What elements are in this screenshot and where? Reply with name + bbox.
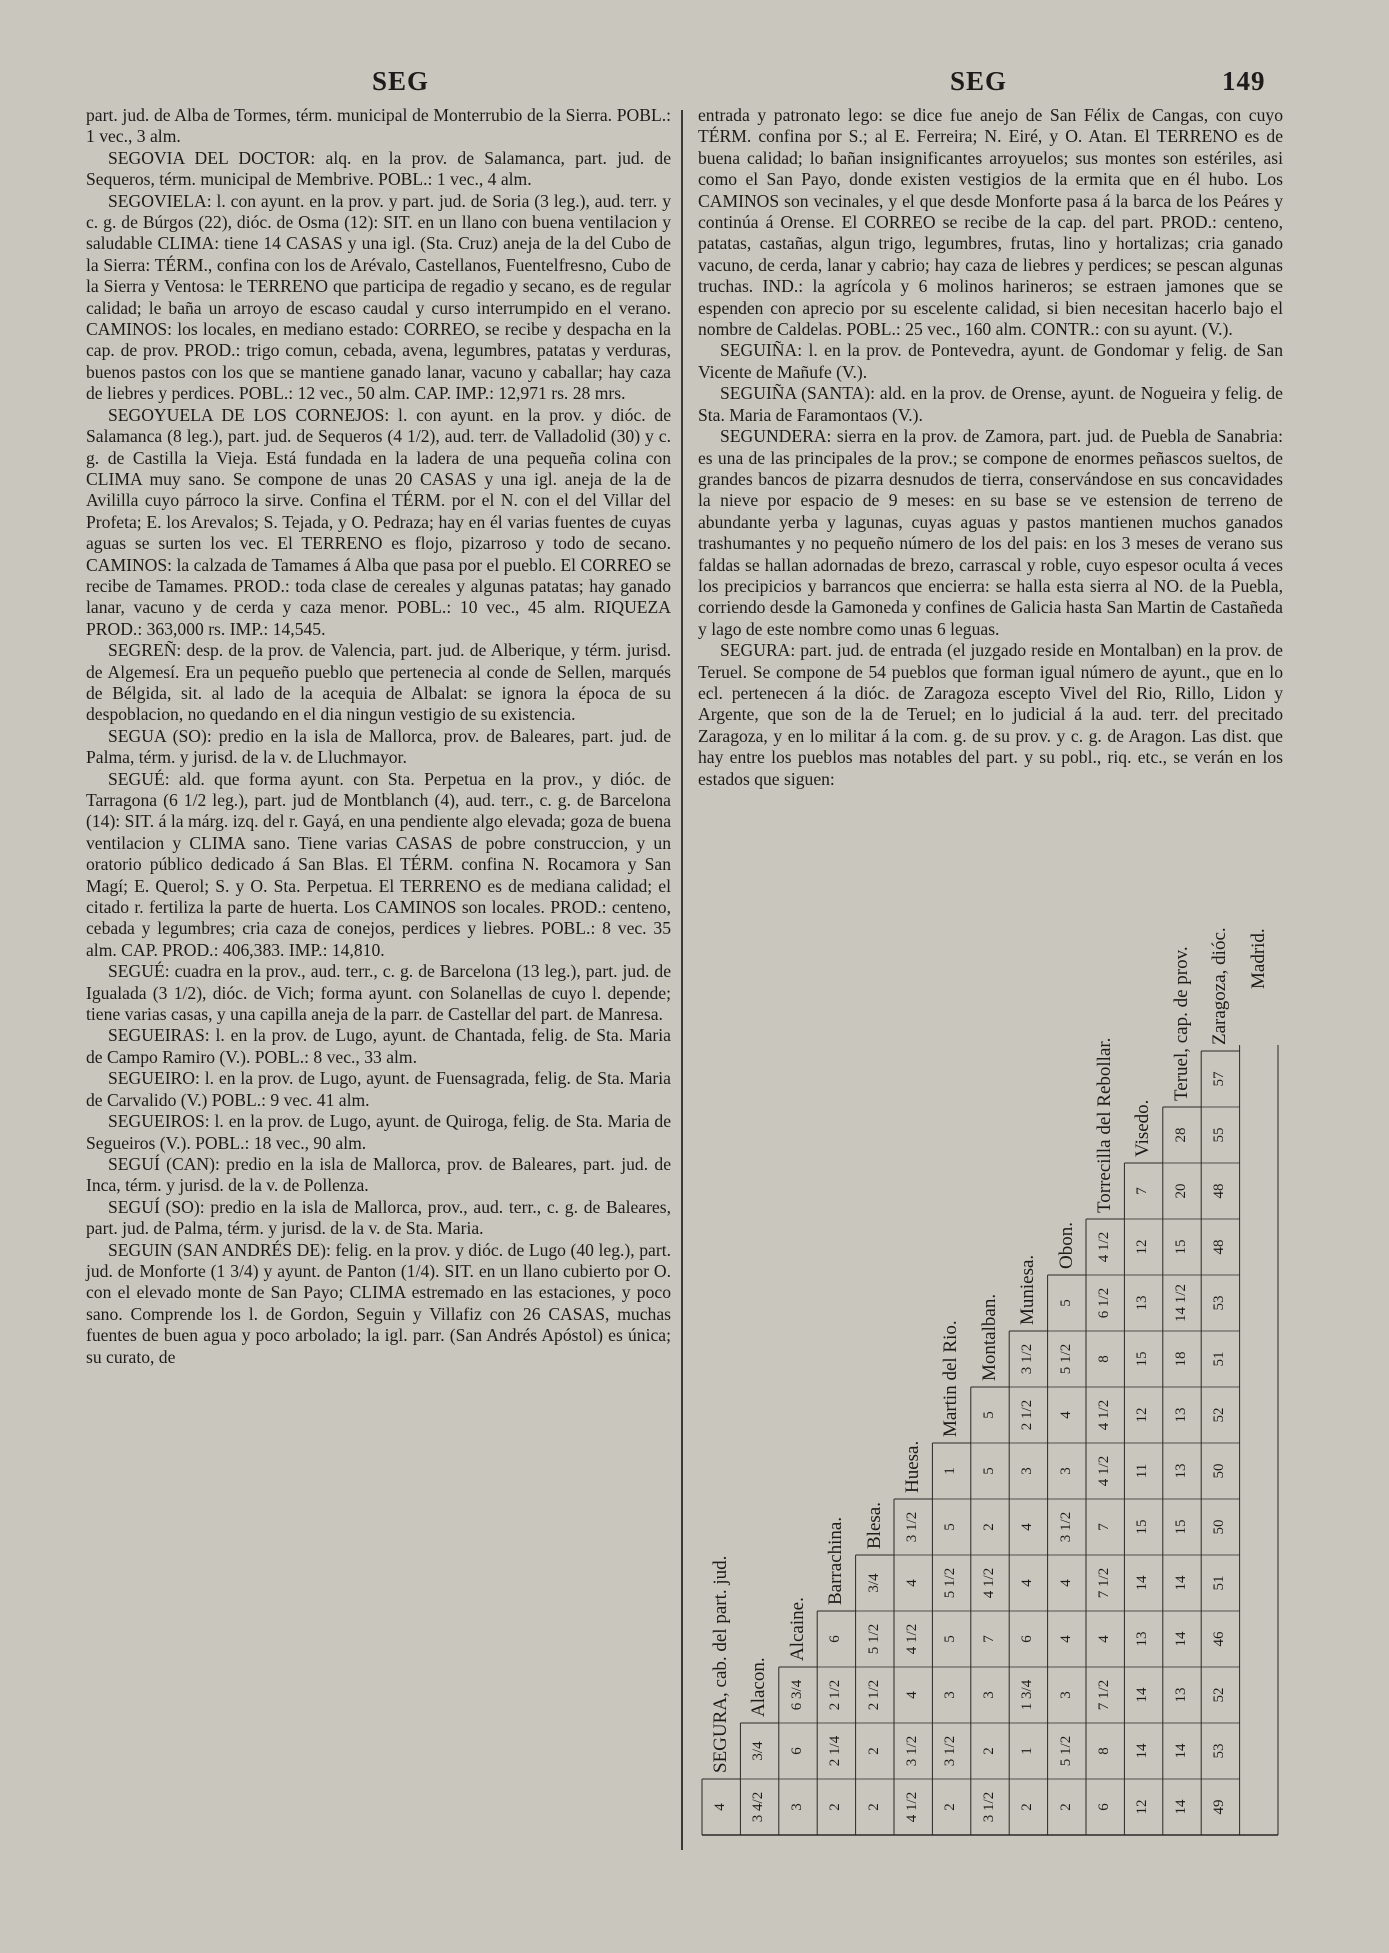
running-head-left: SEG	[372, 66, 430, 96]
table-cell: 3 1/2	[1057, 1511, 1074, 1543]
table-cell: 6	[827, 1635, 844, 1643]
table-cell: 15	[1134, 1519, 1151, 1535]
table-cell: 53	[1211, 1295, 1228, 1311]
table-cell: 2 1/2	[827, 1679, 844, 1711]
distance-table	[698, 927, 1283, 1845]
table-cell: 6	[1019, 1635, 1036, 1643]
table-cell: 3	[1019, 1467, 1036, 1475]
table-cell: 7	[1134, 1187, 1151, 1195]
table-cell: 7 1/2	[1096, 1679, 1112, 1711]
table-column-header: Huesa.	[902, 1440, 923, 1493]
table-cell: 4	[1057, 1411, 1074, 1419]
table-cell: 3 4/2	[750, 1791, 767, 1823]
page-number: 149	[1222, 66, 1266, 96]
table-column-header: Martin del Rio.	[940, 1320, 962, 1437]
table-cell: 8	[1096, 1747, 1112, 1755]
dictionary-entry: SEGOVIELA: l. con ayunt. en la prov. y part. jud. de Soria (3 leg.), aud. terr. y c. g. de Búrgos (22), dióc. de Osma (12): SIT. en un llano con buena ventilacion y saludable CLIMA: tiene 14 CASAS y una igl. (Sta. Cruz) aneja de la del Cubo de la Sierra: TÉRM., confina con los de Arévalo, Castellanos, Fuentelfresno, Cubo de la Sierra y Ventosa: le TERRENO que participa de regadio y secano, es de regular calidad; le baña un arroyo de escaso caudal y curso interrumpido en el verano. CAMINOS: los locales, en mediano estado: CORREO, se recibe y despacha en la cap. de prov. PROD.: trigo comun, cebada, avena, legumbres, patatas y verduras, buenos pastos con los que se mantiene ganado lanar, vacuno y caballar; hay caza de liebres y perdices. POBL.: 12 vec., 50 alm. CAP. IMP.: 12,971 rs. 28 mrs.	[86, 190, 671, 404]
table-cell: 15	[1172, 1239, 1189, 1255]
table-cell: 2	[980, 1747, 997, 1755]
dictionary-entry: SEGUA (SO): predio en la isla de Mallorca, prov. de Baleares, part. jud. de Palma, térm. y jurisd. de la v. de Lluchmayor.	[86, 725, 671, 768]
table-cell: 15	[1172, 1519, 1189, 1535]
table-cell: 50	[1211, 1519, 1228, 1535]
table-cell: 48	[1211, 1239, 1228, 1255]
table-cell: 5 1/2	[865, 1623, 882, 1655]
table-cell: 3	[1057, 1691, 1074, 1699]
table-cell: 2	[1019, 1803, 1036, 1811]
table-cell: 53	[1211, 1743, 1228, 1759]
table-column-header: Teruel, cap. de prov.	[1170, 946, 1192, 1101]
table-cell: 7	[1096, 1523, 1112, 1531]
dictionary-entry: SEGUEIRAS: l. en la prov. de Lugo, ayunt. de Chantada, felig. de Sta. Maria de Campo Ramiro (V.). POBL.: 8 vec., 33 alm.	[86, 1025, 671, 1067]
table-cell: 12	[1134, 1239, 1151, 1255]
table-cell: 7	[980, 1635, 997, 1643]
dictionary-entry: SEGUÉ: ald. que forma ayunt. con Sta. Perpetua en la prov., y dióc. de Tarragona (6 1/2 leg.), part. jud de Montblanch (4), aud. terr., c. g. de Barcelona (14): SIT. á la márg. izq. del r. Gayá, en una pendiente algo elevada; goza de buena ventilacion y CLIMA sano. Tiene varias CASAS de pobre construccion, y un oratorio público dedicado á San Blas. El TÉRM. confina N. Rocamora y San Magí; E. Querol; S. y O. Sta. Perpetua. El TERRENO es de mediana calidad; el citado r. fertiliza la parte de huerta. Los CAMINOS son locales. PROD.: centeno, cebada y legumbres; cria caza de conejos, perdices y liebres. POBL.: 8 vec. 35 alm. CAP. PROD.: 406,383. IMP.: 14,810.	[86, 768, 671, 960]
table-cell: 13	[1172, 1687, 1189, 1703]
dictionary-entry: SEGOYUELA DE LOS CORNEJOS: l. con ayunt. en la prov. y dióc. de Salamanca (8 leg.), part. jud. de Sequeros (4 1/2), aud. terr. de Valladolid (30) y c. g. de Castilla la Vieja. Está fundada en la ladera de una pequeña colina con CLIMA muy sano. Se compone de unas 20 CASAS y una igl. aneja de la de Avililla cuyo párroco la sirve. Confina el TÉRM. por el N. con el del Villar del Profeta; E. los Arevalos; S. Tejada, y O. Pedraza; hay en él varias fuentes de cuyas aguas se surten los vec. El TERRENO es flojo, pizarroso y todo de secano. CAMINOS: la calzada de Tamames á Alba que pasa por el pueblo. El CORREO se recibe de Tamames. PROD.: toda clase de cereales y algunas patatas; hay ganado lanar, vacuno y de cerda y caza menor. POBL.: 10 vec., 45 alm. RIQUEZA PROD.: 363,000 rs. IMP.: 14,545.	[86, 404, 671, 639]
table-column-header: Madrid.	[1247, 928, 1269, 989]
table-cell: 14	[1172, 1799, 1189, 1815]
table-cell: 4	[1019, 1579, 1036, 1587]
table-cell: 3/4	[750, 1741, 767, 1761]
table-column-header: Muniesa.	[1017, 1254, 1039, 1325]
table-cell: 8	[1096, 1355, 1112, 1363]
table-cell: 51	[1211, 1575, 1228, 1591]
table-cell: 46	[1211, 1631, 1228, 1647]
table-cell: 3 1/2	[942, 1735, 959, 1767]
table-cell: 57	[1211, 1071, 1228, 1087]
table-cell: 4 1/2	[904, 1791, 920, 1823]
table-column-header: Blesa.	[863, 1502, 885, 1549]
running-head-right: SEG	[950, 66, 1008, 96]
table-cell: 5	[980, 1467, 997, 1475]
table-cell: 3	[942, 1691, 959, 1699]
table-cell: 50	[1211, 1463, 1228, 1479]
table-cell: 12	[1134, 1407, 1151, 1423]
table-cell: 4	[904, 1691, 920, 1699]
dictionary-entry: SEGUIÑA: l. en la prov. de Pontevedra, ayunt. de Gondomar y felig. de San Vicente de Mañufe (V.).	[698, 340, 1283, 382]
table-cell: 49	[1211, 1799, 1228, 1815]
table-cell: 12	[1134, 1799, 1151, 1815]
table-cell: 3 1/2	[1019, 1343, 1036, 1375]
table-cell: 4 1/2	[980, 1567, 997, 1599]
table-column-header: Visedo.	[1132, 1099, 1154, 1157]
table-cell: 1 3/4	[1019, 1679, 1036, 1711]
table-cell: 6	[788, 1747, 805, 1755]
table-cell: 4	[904, 1579, 920, 1587]
dictionary-entry: SEGUÍ (SO): predio en la isla de Mallorca, prov., aud. terr., c. g. de Baleares, part. jud. de Palma, térm. y jurisd. de la v. de Sta. Maria.	[86, 1196, 671, 1239]
table-cell: 18	[1172, 1351, 1189, 1367]
table-cell: 2	[865, 1803, 882, 1811]
table-cell: 11	[1134, 1463, 1151, 1479]
table-cell: 5 1/2	[1057, 1735, 1074, 1767]
table-cell: 5	[1057, 1299, 1074, 1307]
dictionary-entry: SEGOVIA DEL DOCTOR: alq. en la prov. de Salamanca, part. jud. de Sequeros, térm. municipal de Membrive. POBL.: 1 vec., 4 alm.	[86, 147, 671, 190]
table-cell: 52	[1211, 1687, 1228, 1703]
dictionary-entry: part. jud. de Alba de Tormes, térm. municipal de Monterrubio de la Sierra. POBL.: 1 vec., 3 alm.	[86, 105, 671, 147]
table-cell: 2	[827, 1803, 844, 1811]
table-cell: 6 3/4	[788, 1679, 805, 1711]
table-cell: 14	[1172, 1743, 1189, 1759]
dictionary-entry: SEGUIÑA (SANTA): ald. en la prov. de Orense, ayunt. de Nogueira y felig. de Sta. Maria de Faramontaos (V.).	[698, 383, 1283, 425]
table-cell: 6	[1096, 1803, 1112, 1811]
table-cell: 14	[1134, 1687, 1151, 1703]
table-cell: 4	[1019, 1523, 1036, 1531]
table-cell: 3 1/2	[980, 1791, 997, 1823]
dictionary-entry: entrada y patronato lego: se dice fue anejo de San Félix de Cangas, con cuyo TÉRM. confina por S.; al E. Ferreira; N. Eiré, y O. Atan. El TERRENO es de buena calidad; lo bañan insignificantes arroyuelos; sus montes son estériles, asi como el San Payo, donde existen vestigios de la ermita que en él hubo. Los CAMINOS son vecinales, y el que desde Monforte pasa á la barca de los Peáres y continúa á Orense. El CORREO se recibe de la cap. del part. PROD.: centeno, patatas, castañas, algun trigo, legumbres, frutas, lino y hortalizas; cria ganado vacuno, de cerda, lanar y cabrio; hay caza de liebres y perdices; se pescan algunas truchas. IND.: la agrícola y 6 molinos harineros; se estraen jamones que se espenden con aprecio por su escelente calidad, si bien necesitan hacerlo bajo el nombre de Caldelas. POBL.: 25 vec., 160 alm. CONTR.: con su ayunt. (V.).	[698, 105, 1283, 340]
table-cell: 14	[1134, 1575, 1151, 1591]
table-column-header: Barrachina.	[825, 1516, 847, 1605]
table-cell: 5 1/2	[1057, 1343, 1074, 1375]
table-cell: 48	[1211, 1183, 1228, 1199]
table-cell: 14 1/2	[1172, 1284, 1189, 1322]
table-cell: 13	[1134, 1295, 1151, 1311]
table-cell: 2	[980, 1523, 997, 1531]
table-cell: 2	[942, 1803, 959, 1811]
table-column-header: Torrecilla del Rebollar.	[1094, 1037, 1115, 1213]
table-cell: 5	[980, 1411, 997, 1419]
table-cell: 3	[1057, 1467, 1074, 1475]
dictionary-entry: SEGURA: part. jud. de entrada (el juzgado reside en Montalban) en la prov. de Teruel. Se compone de 54 pueblos que forman igual número de ayunt., que en lo ecl. pertenecen á la dióc. de Zaragoza escepto Vivel del Rio, Rillo, Lidon y Argente, que son de la de Teruel; en lo judicial á la aud. terr. del precitado Zaragoza, y en lo militar á la com. g. de su prov. y c. g. de Aragon. Las dist. que hay entre los pueblos mas notables del part. y su pobl., riq. etc., se verán en los estados que siguen:	[698, 640, 1283, 789]
table-cell: 1	[942, 1467, 959, 1475]
table-cell: 4 1/2	[1096, 1231, 1112, 1263]
right-text-column	[698, 105, 1283, 790]
dictionary-entry: SEGUIN (SAN ANDRÉS DE): felig. en la prov. y dióc. de Lugo (40 leg.), part. jud. de Monforte (1 3/4) y ayunt. de Panton (1/4). SIT. en un llano cubierto por O. con el elevado monte de San Payo; CLIMA estremado en las estaciones, y poco sano. Comprende los l. de Gordon, Seguin y Villafiz con 26 CASAS, muchas fuentes de buen agua y poco arbolado; la igl. parr. (San Andrés Apóstol) es única; su curato, de	[86, 1239, 671, 1367]
table-cell: 3/4	[865, 1573, 882, 1593]
table-column-header: Obon.	[1055, 1222, 1077, 1269]
table-cell: 4 1/2	[1096, 1455, 1112, 1487]
table-cell: 13	[1172, 1407, 1189, 1423]
table-cell: 20	[1172, 1183, 1189, 1199]
table-cell: 2 1/4	[827, 1735, 844, 1767]
table-column-header: SEGURA, cab. del part. jud.	[710, 1555, 731, 1773]
table-cell: 13	[1172, 1463, 1189, 1479]
table-cell: 5 1/2	[942, 1567, 959, 1599]
table-cell: 5	[942, 1635, 959, 1643]
table-cell: 4	[1057, 1579, 1074, 1587]
table-cell: 3 1/2	[904, 1735, 920, 1767]
table-cell: 14	[1134, 1743, 1151, 1759]
table-cell: 14	[1172, 1631, 1189, 1647]
column-rule	[681, 110, 683, 1850]
table-cell: 4 1/2	[1096, 1399, 1112, 1431]
table-cell: 2 1/2	[1019, 1399, 1036, 1431]
dictionary-entry: SEGUÍ (CAN): predio en la isla de Mallorca, prov. de Baleares, part. jud. de Inca, térm. y jurisd. de la v. de Pollenza.	[86, 1153, 671, 1196]
table-cell: 14	[1172, 1575, 1189, 1591]
table-cell: 2 1/2	[865, 1679, 882, 1711]
table-cell: 4	[1096, 1635, 1112, 1643]
table-cell: 4 1/2	[904, 1623, 920, 1655]
dictionary-entry: SEGUNDERA: sierra en la prov. de Zamora, part. jud. de Puebla de Sanabria: es una de las principales de la prov.; se compone de enormes peñascos sueltos, de grandes bancos de pizarra desnudos de tierra, conservándose en sus concavidades la nieve por espacio de 9 meses: en su base se ve estension de terreno de abundante yerba y lagunas, cuyas aguas y pastos mantienen muchos ganados trashumantes y no pequeño número de los del pais: en los 3 meses de verano sus faldas se hallan adornadas de brezo, carrascal y roble, cuyo espesor oculta á veces los precipicios y barrancos que encierra: se halla esta sierra al NO. de la Puebla, corriendo desde la Gamoneda y confines de Galicia hasta San Martin de Castañeda y lago de este nombre como unas 6 leguas.	[698, 426, 1283, 639]
table-cell: 3	[788, 1803, 805, 1811]
table-column-header: Zaragoza, dióc.	[1209, 927, 1231, 1045]
table-cell: 7 1/2	[1096, 1567, 1112, 1599]
table-cell: 2	[865, 1747, 882, 1755]
table-cell: 55	[1211, 1127, 1228, 1143]
dictionary-entry: SEGUÉ: cuadra en la prov., aud. terr., c. g. de Barcelona (13 leg.), part. jud. de Igualada (3 1/2), dióc. de Vich; forma ayunt. con Solanellas de cuyo l. depende; tiene varias casas, y una capilla aneja de la parr. de Castellar del part. de Manresa.	[86, 961, 671, 1025]
table-cell: 6 1/2	[1096, 1287, 1112, 1319]
left-text-column	[86, 105, 671, 1368]
table-cell: 3	[980, 1691, 997, 1699]
table-cell: 1	[1019, 1747, 1036, 1755]
dictionary-entry: SEGUEIROS: l. en la prov. de Lugo, ayunt. de Quiroga, felig. de Sta. Maria de Segueiros (V.). POBL.: 18 vec., 90 alm.	[86, 1111, 671, 1153]
table-cell: 13	[1134, 1631, 1151, 1647]
dictionary-entry: SEGUEIRO: l. en la prov. de Lugo, ayunt. de Fuensagrada, felig. de Sta. Maria de Carvalido (V.) POBL.: 9 vec. 41 alm.	[86, 1068, 671, 1110]
table-cell: 4	[712, 1803, 728, 1811]
table-cell: 15	[1134, 1351, 1151, 1367]
dictionary-entry: SEGREÑ: desp. de la prov. de Valencia, part. jud. de Alberique, y térm. jurisd. de Algemesí. Era un pequeño pueblo que pertenecia al conde de Sellen, marqués de Bélgida, sit. al lado de la acequia de Albalat: se ignora la época de su despoblacion, no quedando en el dia ningun vestigio de su existencia.	[86, 640, 671, 725]
table-column-header: Montalban.	[978, 1293, 1000, 1381]
table-cell: 51	[1211, 1351, 1228, 1367]
table-cell: 2	[1057, 1803, 1074, 1811]
table-cell: 28	[1172, 1127, 1189, 1143]
table-column-header: Alacon.	[748, 1657, 770, 1717]
table-cell: 5	[942, 1523, 959, 1531]
table-cell: 52	[1211, 1407, 1228, 1423]
table-column-header: Alcaine.	[786, 1597, 808, 1661]
table-cell: 4	[1057, 1635, 1074, 1643]
table-cell: 3 1/2	[904, 1511, 920, 1543]
